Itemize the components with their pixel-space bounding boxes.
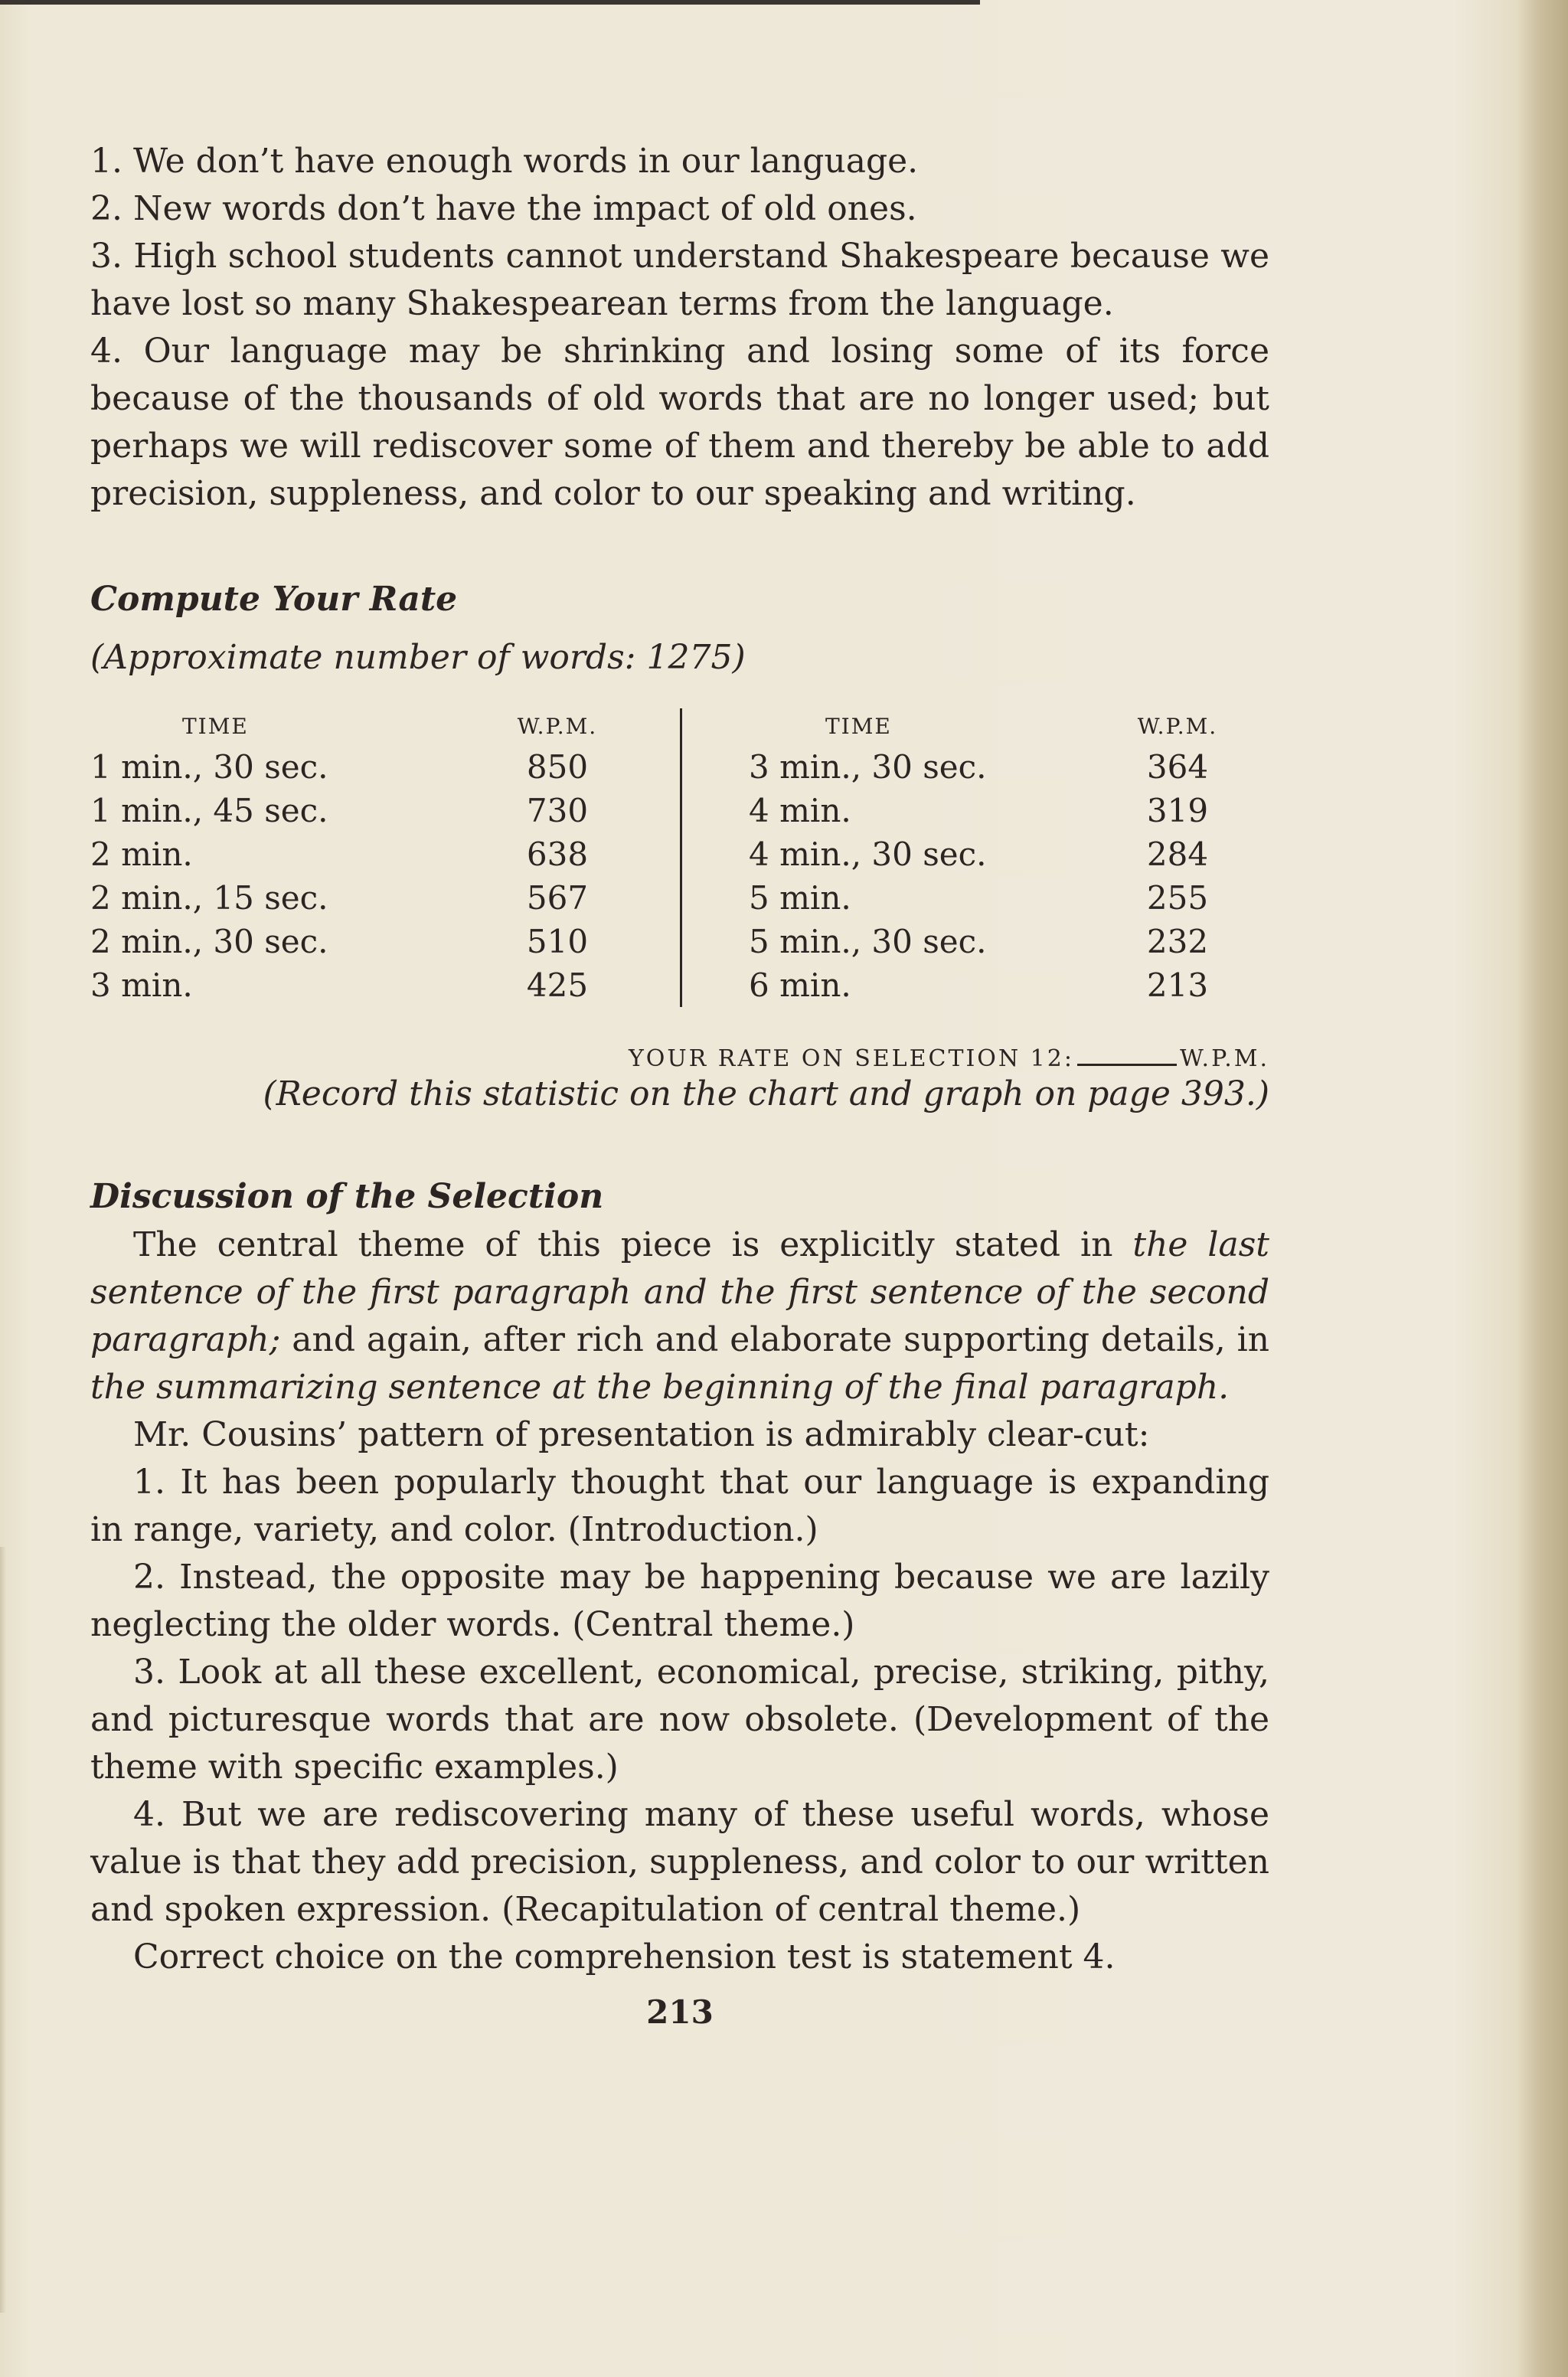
record-note: (Record this statistic on the chart and graph on page 393.) (263, 1074, 1269, 1113)
closing-line: Correct choice on the comprehension test is statement 4. (133, 1937, 1116, 1976)
time-cell: 4 min., 30 sec. (749, 835, 987, 873)
list-item: 1. We don’t have enough words in our language. (90, 142, 919, 181)
word-count-note: (Approximate number of words: 1275) (90, 638, 746, 677)
time-cell: 5 min. (749, 879, 851, 917)
wpm-cell: 567 (526, 879, 589, 917)
discussion-point: 2. Instead, the opposite may be happening because we are lazily neglecting the older words. (Central theme.) (90, 1558, 1269, 1644)
wpm-cell: 364 (1146, 748, 1209, 786)
table-row (749, 789, 1269, 832)
wpm-cell: 284 (1146, 835, 1209, 873)
top-edge-rule (0, 0, 980, 5)
table-row (90, 832, 680, 876)
time-cell: 1 min., 45 sec. (90, 792, 328, 829)
pattern-line: Mr. Cousins’ pattern of presentation is admirably clear-cut: (133, 1415, 1150, 1454)
time-cell: 2 min. (90, 835, 193, 873)
section-heading-compute-rate: Compute Your Rate (90, 580, 458, 619)
table-row (90, 963, 680, 1007)
list-item: 4. Our language may be shrinking and losing some of its force because of the thousands of old words that are no longer used; but perhaps we will rediscover some of them and thereby be able to add precision, suppleness, and color to our speaking and writing. (90, 332, 1269, 513)
wpm-cell: 255 (1146, 879, 1209, 917)
page-number: 213 (646, 1993, 714, 2031)
numbered-list (90, 138, 1269, 518)
wpm-cell: 850 (526, 748, 589, 786)
column-header-wpm: W.P.M. (517, 714, 598, 739)
rate-blank-field[interactable] (1077, 1041, 1177, 1066)
table-row (90, 920, 680, 963)
table-column-divider (680, 708, 682, 1007)
wpm-cell: 232 (1146, 923, 1209, 960)
wpm-cell: 319 (1146, 792, 1209, 829)
your-rate-unit: W.P.M. (1179, 1045, 1269, 1072)
table-row (749, 920, 1269, 963)
table-row (749, 876, 1269, 920)
discussion-intro (90, 1221, 1269, 1411)
time-cell: 4 min. (749, 792, 851, 829)
intro-text: The central theme of this piece is explicitly stated in (133, 1225, 1133, 1264)
time-cell: 1 min., 30 sec. (90, 748, 328, 786)
wpm-cell: 730 (526, 792, 589, 829)
wpm-cell: 213 (1146, 966, 1209, 1004)
discussion-point: 3. Look at all these excellent, economical, precise, striking, pithy, and picturesque words that are now obsolete. (Development of the theme with specific examples.) (90, 1653, 1269, 1787)
wpm-cell: 425 (526, 966, 589, 1004)
discussion-body (90, 1221, 1269, 1981)
your-rate-label: YOUR RATE ON SELECTION 12: (628, 1045, 1074, 1072)
page-left-edge (0, 1547, 6, 2313)
intro-emphasis: the summarizing sentence at the beginning of the final paragraph. (90, 1368, 1230, 1407)
time-cell: 3 min. (90, 966, 193, 1004)
time-cell: 3 min., 30 sec. (749, 748, 987, 786)
wpm-cell: 510 (526, 923, 589, 960)
time-cell: 6 min. (749, 966, 851, 1004)
table-row (90, 789, 680, 832)
table-row (749, 963, 1269, 1007)
rate-table (90, 708, 1269, 1015)
discussion-point: 1. It has been popularly thought that our language is expanding in range, variety, and color. (Introduction.) (90, 1463, 1269, 1549)
column-header-wpm: W.P.M. (1137, 714, 1218, 739)
column-header-time: TIME (825, 714, 892, 739)
time-cell: 5 min., 30 sec. (749, 923, 987, 960)
section-heading-discussion: Discussion of the Selection (90, 1177, 604, 1216)
discussion-point: 4. But we are rediscovering many of these useful words, whose value is that they add precision, suppleness, and color to our written and spoken expression. (Recapitulation of central theme.) (90, 1795, 1269, 1929)
time-cell: 2 min., 30 sec. (90, 923, 328, 960)
intro-emphasis: the last sentence of the first paragraph and the first sentence of the second paragraph; (90, 1225, 1269, 1359)
table-row (749, 745, 1269, 789)
intro-text: and again, after rich and elaborate supporting details, in (280, 1320, 1269, 1359)
list-item: 2. New words don’t have the impact of old ones. (90, 189, 917, 228)
table-row (749, 832, 1269, 876)
list-item: 3. High school students cannot understand Shakespeare because we have lost so many Shakespearean terms from the language. (90, 237, 1269, 323)
wpm-cell: 638 (526, 835, 589, 873)
table-row (90, 876, 680, 920)
table-row (90, 745, 680, 789)
column-header-time: TIME (182, 714, 249, 739)
time-cell: 2 min., 15 sec. (90, 879, 328, 917)
